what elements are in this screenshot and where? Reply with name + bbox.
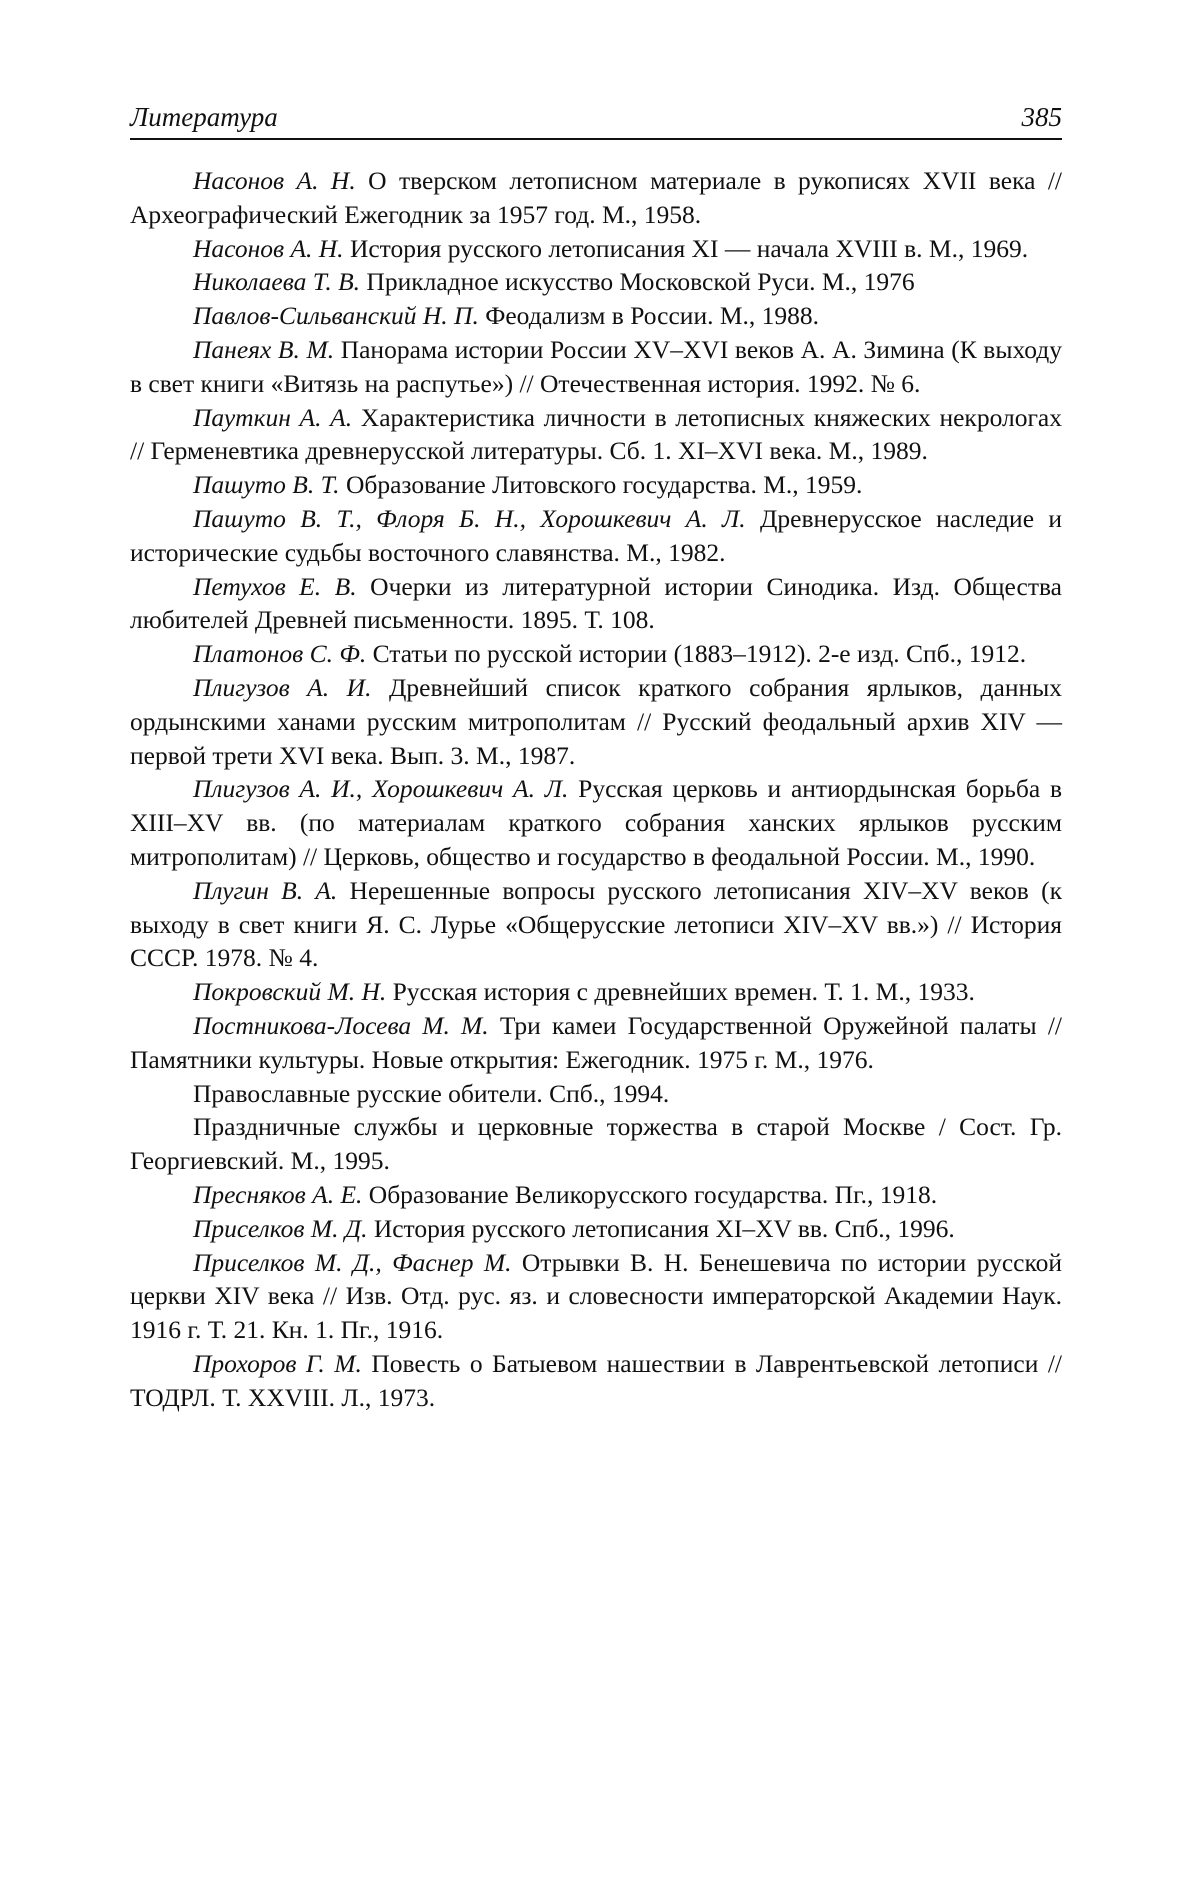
entry-text: Русская церковь и антиордынская борьба в XIII–XV вв. (по материалам краткого собрания ханских ярлыков русским митрополитам) // Церковь, общество и государство в феодальной России. М., 1990. bbox=[130, 774, 1062, 871]
bibliography-entry bbox=[130, 975, 1062, 1009]
bibliography-entry bbox=[130, 299, 1062, 333]
entry-text: Отрывки В. Н. Бенешевича по истории русской церкви XIV века // Изв. Отд. рус. яз. и словесности императорской Академии Наук. 1916 г. Т. 21. Кн. 1. Пг., 1916. bbox=[130, 1247, 1062, 1345]
entry-author: Николаева Т. В. bbox=[193, 267, 361, 297]
entry-text: Русская история с древнейших времен. Т. 1. М., 1933. bbox=[386, 977, 975, 1007]
entry-text: Характеристика личности в летописных княжеских некрологах // Герменевтика древнерусской литературы. Сб. 1. XI–XVI века. М., 1989. bbox=[130, 402, 1062, 466]
entry-author: Приселков М. Д. bbox=[193, 1213, 368, 1243]
entry-author: Плугин В. А. bbox=[193, 875, 338, 905]
entry-text: Православные русские обители. Спб., 1994. bbox=[193, 1078, 670, 1108]
entry-author: Плигузов А. И., Хорошкевич А. Л. bbox=[193, 774, 569, 804]
bibliography-entry bbox=[130, 637, 1062, 671]
bibliography-entry bbox=[130, 164, 1062, 232]
entry-author: Прохоров Г. М. bbox=[193, 1348, 362, 1378]
bibliography-entry bbox=[130, 671, 1062, 772]
bibliography-entry bbox=[130, 333, 1062, 401]
entry-text: Очерки из литературной истории Синодика. Изд. Общества любителей Древней письменности. 1895. Т. 108. bbox=[130, 571, 1062, 635]
entry-author: Постникова-Лосева М. М. bbox=[193, 1010, 489, 1040]
bibliography-entry bbox=[130, 1347, 1062, 1415]
bibliography-entry bbox=[130, 1212, 1062, 1246]
entry-author: Насонов А. Н. bbox=[193, 233, 344, 263]
entry-text: Древнейший список краткого собрания ярлыков, данных ордынскими ханами русским митрополитам // Русский феодальный архив XIV — первой трети XVI века. Вып. 3. М., 1987. bbox=[130, 672, 1062, 770]
entry-text: История русского летописания XI — начала XVIII в. М., 1969. bbox=[343, 233, 1029, 263]
entry-text: Прикладное искусство Московской Руси. М., 1976 bbox=[360, 267, 915, 297]
bibliography-entry bbox=[130, 1178, 1062, 1212]
entry-author: Насонов А. Н. bbox=[193, 166, 356, 195]
entry-author: Павлов-Сильванский Н. П. bbox=[193, 301, 479, 331]
bibliography-entry bbox=[130, 874, 1062, 975]
entry-text: Феодализм в России. М., 1988. bbox=[478, 301, 820, 331]
entry-author: Плигузов А. И. bbox=[193, 672, 372, 702]
entry-text: Статьи по русской истории (1883–1912). 2-е изд. Спб., 1912. bbox=[366, 639, 1027, 669]
entry-text: Повесть о Батыевом нашествии в Лаврентьевской летописи // ТОДРЛ. Т. XXVIII. Л., 1973. bbox=[130, 1348, 1062, 1412]
entry-author: Платонов С. Ф. bbox=[193, 639, 367, 669]
entry-text: Древнерусское наследие и исторические судьбы восточного славянства. М., 1982. bbox=[130, 503, 1062, 567]
entry-text: О тверском летописном материале в рукописях XVII века // Археографический Ежегодник за 1957 год. М., 1958. bbox=[130, 166, 1062, 229]
bibliography-entry bbox=[130, 1009, 1062, 1077]
entry-author: Пресняков А. Е. bbox=[193, 1179, 363, 1209]
bibliography-entry bbox=[130, 1246, 1062, 1347]
entry-text: История русского летописания XI–XV вв. Спб., 1996. bbox=[367, 1213, 955, 1243]
section-title: Литература bbox=[130, 102, 278, 132]
bibliography-entry bbox=[130, 570, 1062, 638]
entry-text: Три камеи Государственной Оружейной палаты // Памятники культуры. Новые открытия: Ежегодник. 1975 г. М., 1976. bbox=[130, 1010, 1063, 1074]
entry-text: Праздничные службы и церковные торжества в старой Москве / Сост. Гр. Георгиевский. М., 1995. bbox=[130, 1112, 1062, 1176]
entry-author: Приселков М. Д., Фаснер М. bbox=[193, 1247, 512, 1277]
book-page bbox=[130, 100, 1062, 1414]
bibliography-entry bbox=[130, 1077, 1062, 1111]
entry-text: Панорама истории России XV–XVI веков А. А. Зимина (К выходу в свет книги «Витязь на распутье») // Отечественная история. 1992. № 6. bbox=[130, 334, 1063, 398]
bibliography-entry bbox=[130, 232, 1062, 266]
entry-author: Пашуто В. Т. bbox=[193, 470, 340, 500]
bibliography-entry bbox=[130, 468, 1062, 502]
running-header bbox=[130, 100, 1062, 140]
entry-author: Пауткин А. А. bbox=[193, 402, 353, 432]
page-number: 385 bbox=[1021, 102, 1062, 132]
entry-author: Панеях В. М. bbox=[193, 334, 335, 364]
entry-text: Образование Литовского государства. М., 1959. bbox=[339, 470, 863, 500]
entry-text: Образование Великорусского государства. Пг., 1918. bbox=[362, 1179, 938, 1209]
entry-author: Пашуто В. Т., Флоря Б. Н., Хорошкевич А. Л. bbox=[193, 503, 746, 533]
entry-text: Нерешенные вопросы русского летописания XIV–XV веков (к выходу в свет книги Я. С. Лурье «Общерусские летописи XIV–XV вв.») // История СССР. 1978. № 4. bbox=[130, 875, 1062, 973]
entry-author: Покровский М. Н. bbox=[193, 977, 387, 1007]
bibliography-entry bbox=[130, 772, 1062, 873]
bibliography-entry bbox=[130, 401, 1062, 469]
bibliography-entry bbox=[130, 265, 1062, 299]
bibliography-list bbox=[130, 164, 1062, 1414]
bibliography-entry bbox=[130, 1110, 1062, 1178]
entry-author: Петухов Е. В. bbox=[193, 571, 357, 601]
bibliography-entry bbox=[130, 502, 1062, 570]
